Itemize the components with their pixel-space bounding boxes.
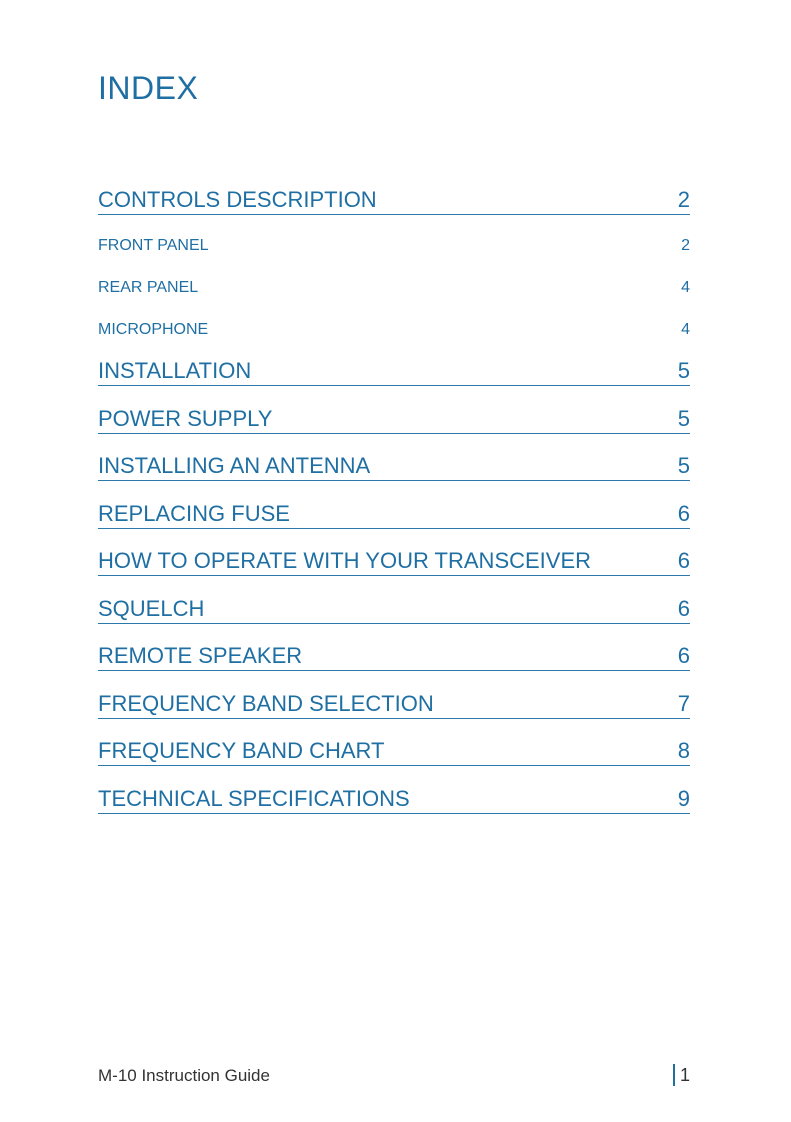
toc-entry-label: FRONT PANEL [98, 237, 209, 254]
toc-entry-page: 5 [677, 453, 690, 478]
toc-entry-label: HOW TO OPERATE WITH YOUR TRANSCEIVER [98, 548, 592, 573]
toc-entry-rear-panel[interactable] [98, 275, 690, 299]
toc-entry-page: 6 [677, 595, 690, 621]
toc-entry-label: INSTALLATION [98, 358, 252, 383]
toc-entry-replacing-fuse[interactable] [98, 498, 690, 529]
footer-page-number-group [673, 1064, 690, 1086]
toc-entry-page: 5 [677, 358, 690, 383]
toc-entry-label: FREQUENCY BAND CHART [98, 738, 385, 763]
toc-entry-page: 7 [677, 690, 690, 716]
toc-entry-page: 2 [681, 237, 690, 254]
table-of-contents [98, 184, 690, 830]
toc-entry-label: REPLACING FUSE [98, 500, 290, 526]
toc-entry-label: FREQUENCY BAND SELECTION [98, 690, 434, 716]
toc-entry-power-supply[interactable] [98, 403, 690, 434]
toc-entry-controls-description[interactable] [98, 184, 690, 215]
toc-entry-installing-an-antenna[interactable] [98, 450, 690, 481]
toc-entry-page: 8 [677, 738, 690, 763]
toc-entry-remote-speaker[interactable] [98, 640, 690, 671]
toc-entry-microphone[interactable] [98, 317, 690, 341]
toc-entry-label: MICROPHONE [98, 321, 209, 338]
toc-entry-page: 6 [677, 500, 690, 526]
toc-entry-installation[interactable] [98, 355, 690, 386]
footer-page-number: 1 [679, 1064, 690, 1085]
toc-entry-how-to-operate[interactable] [98, 545, 690, 576]
footer-guide-name: M-10 Instruction Guide [98, 1066, 270, 1085]
toc-entry-label: TECHNICAL SPECIFICATIONS [98, 785, 410, 811]
toc-entry-front-panel[interactable] [98, 233, 690, 257]
toc-entry-frequency-band-selection[interactable] [98, 688, 690, 719]
toc-entry-page: 9 [677, 785, 690, 811]
toc-entry-page: 5 [677, 405, 690, 431]
toc-entry-label: SQUELCH [98, 595, 205, 621]
toc-entry-label: INSTALLING AN ANTENNA [98, 453, 371, 478]
toc-entry-squelch[interactable] [98, 593, 690, 624]
toc-entry-label: REAR PANEL [98, 279, 199, 296]
toc-entry-page: 6 [677, 548, 690, 573]
toc-entry-page: 2 [677, 187, 690, 212]
footer-divider [673, 1064, 675, 1086]
toc-entry-technical-specifications[interactable] [98, 783, 690, 814]
toc-entry-label: POWER SUPPLY [98, 405, 273, 431]
toc-entry-page: 4 [681, 321, 690, 338]
toc-entry-frequency-band-chart[interactable] [98, 735, 690, 766]
toc-entry-label: REMOTE SPEAKER [98, 643, 303, 668]
toc-entry-label: CONTROLS DESCRIPTION [98, 187, 377, 212]
page-title: INDEX [98, 70, 199, 106]
toc-entry-page: 6 [677, 643, 690, 668]
toc-entry-page: 4 [681, 279, 690, 296]
